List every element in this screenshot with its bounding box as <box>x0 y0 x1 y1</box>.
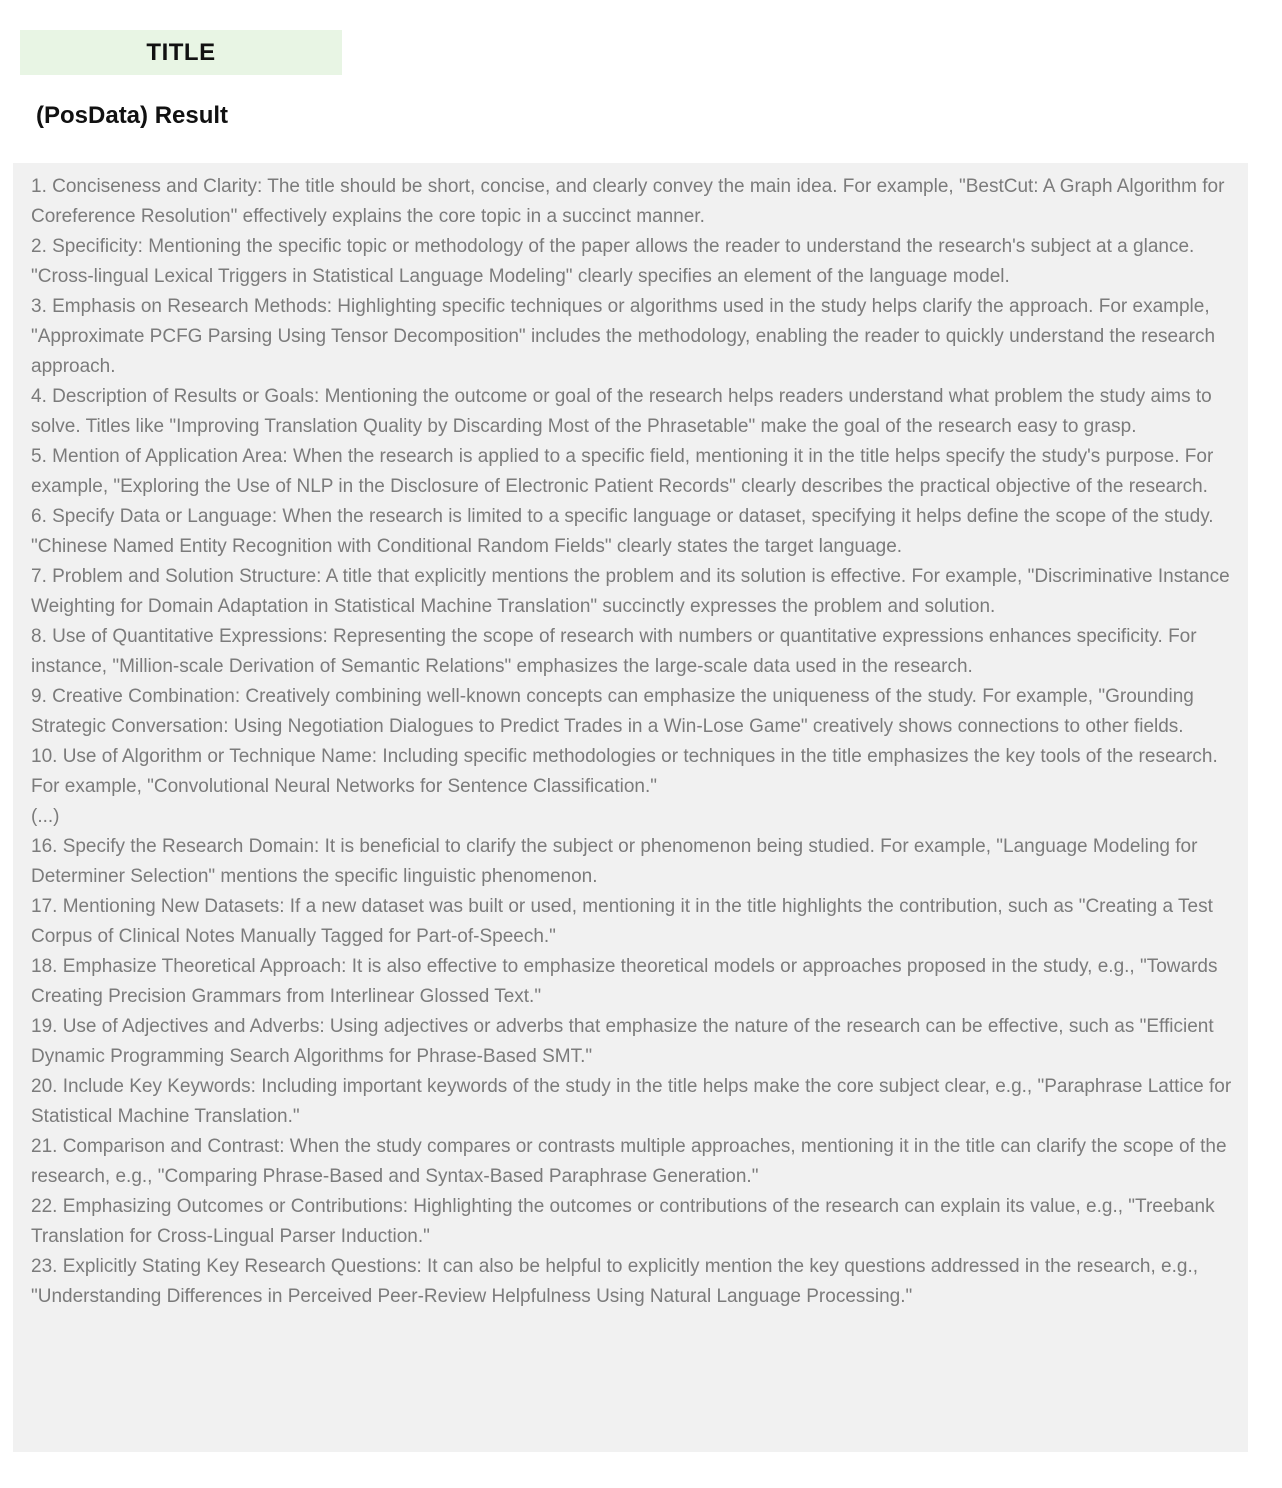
section-heading: (PosData) Result <box>36 102 229 129</box>
result-item: 6. Specify Data or Language: When the research is limited to a specific language or dataset, specifying it helps define the scope of the study. "Chinese Named Entity Recognition with Conditional Random Fields" clearly states the target language. <box>31 506 1214 557</box>
result-item: 18. Emphasize Theoretical Approach: It is also effective to emphasize theoretical models or approaches proposed in the study, e.g., "Towards Creating Precision Grammars from Interlinear Glossed Text." <box>31 956 1218 1007</box>
result-ellipsis: (...) <box>31 806 60 827</box>
result-item: 10. Use of Algorithm or Technique Name: Including specific methodologies or techniques in the title emphasizes the key tools of the research. For example, "Convolutional Neural Networks for Sentence Classification." <box>31 746 1218 797</box>
result-item: 3. Emphasis on Research Methods: Highlighting specific techniques or algorithms used in the study helps clarify the approach. For example, "Approximate PCFG Parsing Using Tensor Decomposition" includes the methodology, enabling the reader to quickly understand the research approach. <box>31 296 1216 377</box>
result-item: 20. Include Key Keywords: Including important keywords of the study in the title helps make the core subject clear, e.g., "Paraphrase Lattice for Statistical Machine Translation." <box>31 1076 1232 1127</box>
result-item: 16. Specify the Research Domain: It is beneficial to clarify the subject or phenomenon being studied. For example, "Language Modeling for Determiner Selection" mentions the specific linguistic phenomenon. <box>31 836 1198 887</box>
result-item: 4. Description of Results or Goals: Mentioning the outcome or goal of the research helps readers understand what problem the study aims to solve. Titles like "Improving Translation Quality by Discarding Most of the Phrasetable" make the goal of the research easy to grasp. <box>31 386 1212 437</box>
result-item: 23. Explicitly Stating Key Research Questions: It can also be helpful to explicitly mention the key questions addressed in the research, e.g., "Understanding Differences in Perceived Peer-Review Helpfulness Using Natural Language Processing." <box>31 1256 1199 1307</box>
result-item: 22. Emphasizing Outcomes or Contributions: Highlighting the outcomes or contributions of the research can explain its value, e.g., "Treebank Translation for Cross-Lingual Parser Induction." <box>31 1196 1215 1247</box>
result-item: 8. Use of Quantitative Expressions: Representing the scope of research with numbers or quantitative expressions enhances specificity. For instance, "Million-scale Derivation of Semantic Relations" emphasizes the large-scale data used in the research. <box>31 626 1197 677</box>
result-text-box <box>13 163 1248 1452</box>
result-item: 5. Mention of Application Area: When the research is applied to a specific field, mentioning it in the title helps specify the study's purpose. For example, "Exploring the Use of NLP in the Disclosure of Electronic Patient Records" clearly describes the practical objective of the research. <box>31 446 1214 497</box>
title-badge: TITLE <box>20 30 342 75</box>
result-item: 19. Use of Adjectives and Adverbs: Using adjectives or adverbs that emphasize the nature of the research can be effective, such as "Efficient Dynamic Programming Search Algorithms for Phrase-Based SMT." <box>31 1016 1214 1067</box>
result-item: 7. Problem and Solution Structure: A title that explicitly mentions the problem and its solution is effective. For example, "Discriminative Instance Weighting for Domain Adaptation in Statistical Machine Translation" succinctly expresses the problem and solution. <box>31 566 1230 617</box>
result-item: 17. Mentioning New Datasets: If a new dataset was built or used, mentioning it in the title highlights the contribution, such as "Creating a Test Corpus of Clinical Notes Manually Tagged for Part-of-Speech." <box>31 896 1213 947</box>
result-item: 9. Creative Combination: Creatively combining well-known concepts can emphasize the uniqueness of the study. For example, "Grounding Strategic Conversation: Using Negotiation Dialogues to Predict Trades in a Win-Lose Game" creatively shows connections to other fields. <box>31 686 1194 737</box>
result-item: 2. Specificity: Mentioning the specific topic or methodology of the paper allows the reader to understand the research's subject at a glance. "Cross-lingual Lexical Triggers in Statistical Language Modeling" clearly specifies an element of the language model. <box>31 236 1195 287</box>
result-item: 21. Comparison and Contrast: When the study compares or contrasts multiple approaches, mentioning it in the title can clarify the scope of the research, e.g., "Comparing Phrase-Based and Syntax-Based Paraphrase Generation." <box>31 1136 1227 1187</box>
result-item: 1. Conciseness and Clarity: The title should be short, concise, and clearly convey the main idea. For example, "BestCut: A Graph Algorithm for Coreference Resolution" effectively explains the core topic in a succinct manner. <box>31 176 1225 227</box>
